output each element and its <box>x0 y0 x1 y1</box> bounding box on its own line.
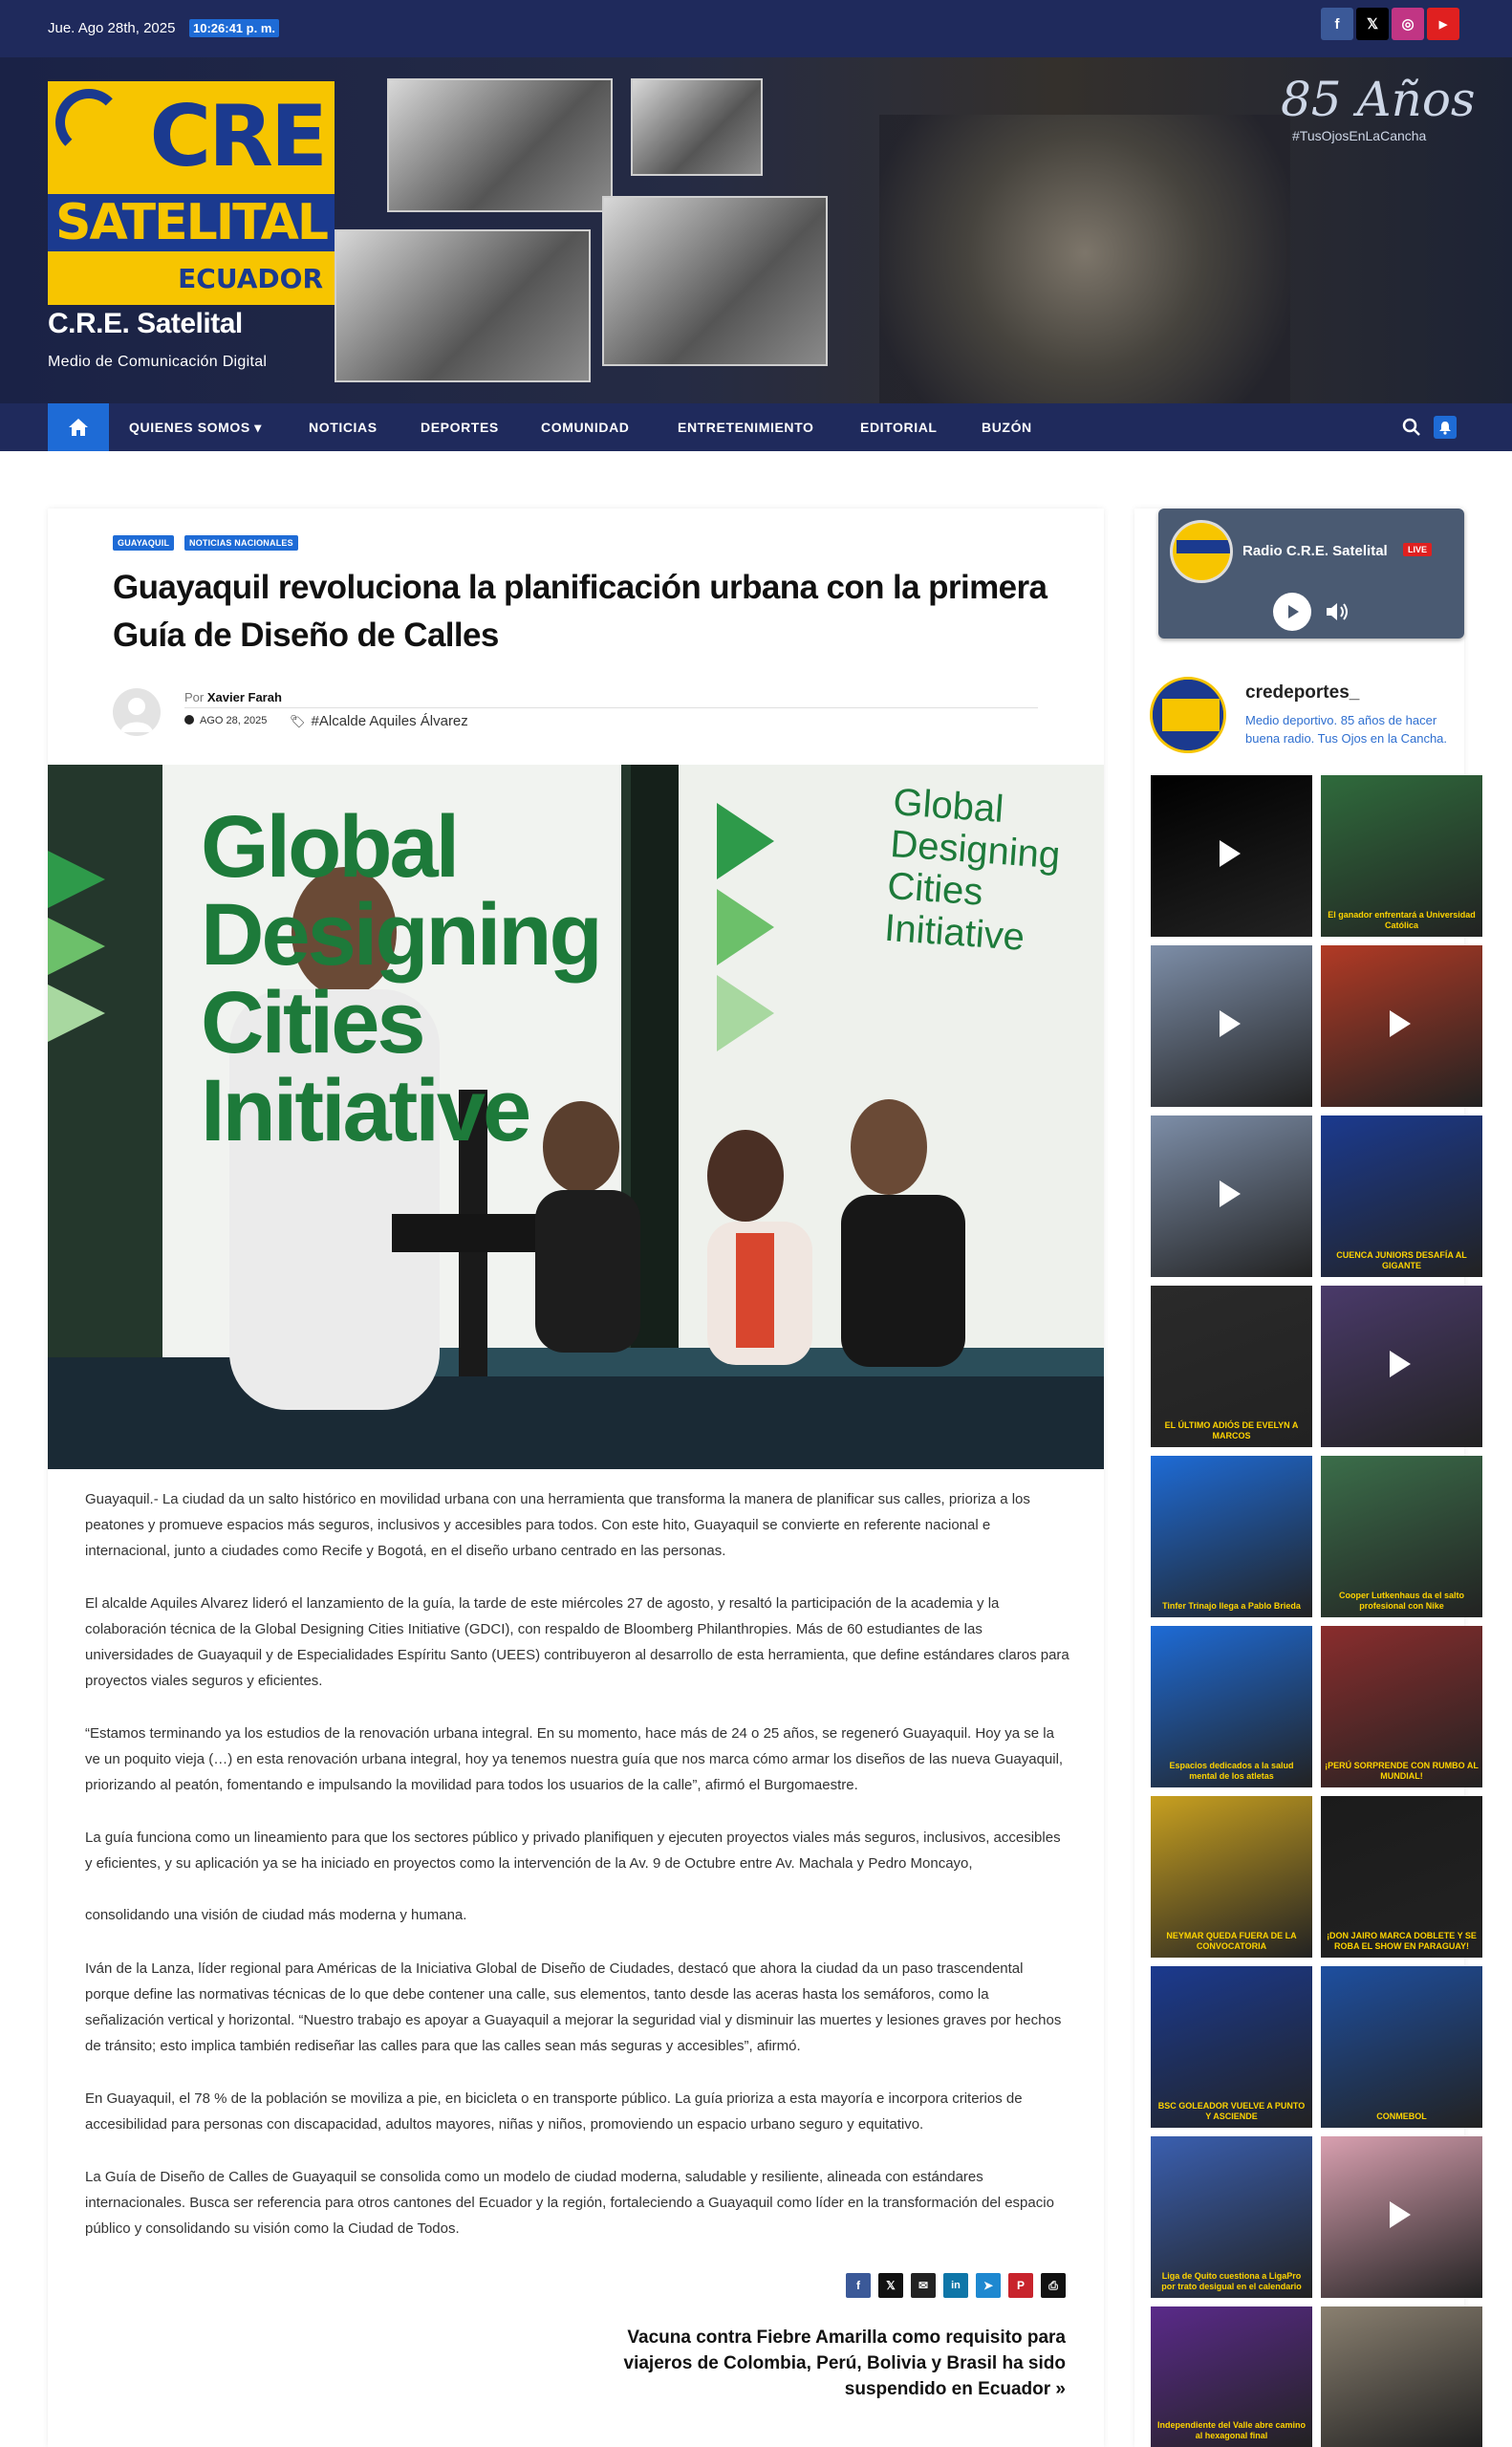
article-paragraph: Guayaquil.- La ciudad da un salto histórico en movilidad urbana con una herramienta que transforma la manera de planificar sus calles, prioriza a los peatones y promueve espacios más seguros, inclusivos y accesibles para todos. Con este hito, Guayaquil se convierte en referente nacional e internacional, junto a ciudades como Recife y Bogotá, en el diseño urbano centrado en las personas. <box>85 1491 1030 1559</box>
notification-bell-icon[interactable] <box>1434 416 1457 439</box>
author-name[interactable]: Xavier Farah <box>206 690 282 704</box>
instagram-post-tile[interactable] <box>1321 1286 1482 1447</box>
facebook-share-icon[interactable]: f <box>846 2273 871 2298</box>
instagram-post-tile[interactable] <box>1321 775 1482 937</box>
instagram-post-tile[interactable] <box>1151 1966 1312 2128</box>
instagram-post-tile[interactable] <box>1151 775 1312 937</box>
article-hero-image <box>48 765 1104 1469</box>
instagram-post-caption: ¡PERÚ SORPRENDE CON RUMBO AL MUNDIAL! <box>1325 1761 1479 1781</box>
nav-entretenimiento[interactable]: ENTRETENIMIENTO <box>678 420 814 435</box>
next-post-link[interactable]: Vacuna contra Fiebre Amarilla como requisito para viajeros de Colombia, Perú, Bolivia y Brasil ha sido suspendido en Ecuador » <box>623 2328 1066 2399</box>
byline <box>184 690 282 704</box>
instagram-post-caption: Liga de Quito cuestiona a LigaPro por trato desigual en el calendario <box>1161 2271 1302 2291</box>
clock-icon <box>184 715 194 725</box>
article-paragraph: Iván de la Lanza, líder regional para Américas de la Iniciativa Global de Diseño de Ciudades, destacó que ahora la ciudad da un paso trascendental porque define las normativas técnicas de lo que debe contener una calle, sus elementos, tanto desde las aceras hasta los semáforos, como la señalización vertical y horizontal. “Nuestro trabajo es apoyar a Guayaquil a mejorar la seguridad vial y disminuir las muertes y lesiones graves por hechos de tránsito; esto implica también rediseñar las calles para que las calles sean más seguras y accesibles”, afirmó. <box>85 1960 1062 2054</box>
instagram-post-tile[interactable] <box>1151 1456 1312 1617</box>
instagram-post-caption: EL ÚLTIMO ADIÓS DE EVELYN A MARCOS <box>1164 1420 1299 1440</box>
instagram-post-caption: Tinfer Trinajo llega a Pablo Brieda <box>1162 1601 1301 1611</box>
instagram-post-caption: CONMEBOL <box>1376 2111 1427 2121</box>
nav-buzon[interactable]: BUZÓN <box>982 420 1032 435</box>
play-button[interactable] <box>1273 593 1311 631</box>
telegram-share-icon[interactable]: ➤ <box>976 2273 1001 2298</box>
live-badge: LIVE <box>1403 543 1432 556</box>
pinterest-share-icon[interactable]: P <box>1008 2273 1033 2298</box>
instagram-profile-bio: Medio deportivo. 85 años de hacer buena radio. Tus Ojos en la Cancha. <box>1245 713 1448 746</box>
anniversary-hashtag: #TusOjosEnLaCancha <box>1292 128 1427 143</box>
logo-text-cre: CRE <box>48 81 335 191</box>
instagram-post-tile[interactable] <box>1321 2306 1482 2447</box>
article-tag-link[interactable]: #Alcalde Aquiles Álvarez <box>311 713 468 729</box>
video-play-icon <box>1220 1180 1241 1207</box>
instagram-post-tile[interactable] <box>1151 1626 1312 1787</box>
instagram-post-tile[interactable] <box>1321 1115 1482 1277</box>
author-avatar[interactable] <box>113 688 161 736</box>
instagram-post-tile[interactable] <box>1151 2136 1312 2298</box>
youtube-icon[interactable]: ▶ <box>1427 8 1459 40</box>
category-badge-guayaquil[interactable]: GUAYAQUIL <box>113 535 174 551</box>
site-title[interactable]: C.R.E. Satelital <box>48 308 243 339</box>
tag-icon: 🏷 <box>290 714 306 728</box>
nav-editorial[interactable]: EDITORIAL <box>860 420 938 435</box>
nav-quienes-somos[interactable]: QUIENES SOMOS ▾ <box>129 420 262 435</box>
site-tagline: Medio de Comunicación Digital <box>48 354 268 370</box>
instagram-profile-name[interactable]: credeportes_ <box>1245 682 1360 703</box>
site-logo[interactable] <box>48 81 335 305</box>
instagram-post-caption: El ganador enfrentará a Universidad Católica <box>1328 910 1476 930</box>
main-nav <box>0 403 1512 451</box>
nav-deportes[interactable]: DEPORTES <box>421 420 499 435</box>
article-paragraph: La Guía de Diseño de Calles de Guayaquil se consolida como un modelo de ciudad moderna, saludable y resiliente, alineada con estándares internacionales. Busca ser referencia para otros cantones del Ecuador y la región, fortaleciendo a Guayaquil como líder en la transformación del espacio público y consolidando su visión como la Ciudad de Todos. <box>85 2169 1054 2237</box>
facebook-icon[interactable]: f <box>1321 8 1353 40</box>
article-tags <box>290 713 468 729</box>
article-title: Guayaquil revoluciona la planificación urbana con la primera Guía de Diseño de Calles <box>113 569 1048 654</box>
radio-station-name: Radio C.R.E. Satelital <box>1242 543 1388 559</box>
header-photo-4 <box>602 196 828 366</box>
instagram-post-tile[interactable] <box>1151 2306 1312 2447</box>
instagram-post-caption: NEYMAR QUEDA FUERA DE LA CONVOCATORIA <box>1166 1931 1297 1951</box>
video-play-icon <box>1220 840 1241 867</box>
header-photo-3 <box>335 229 591 382</box>
logo-text-satelital: SATELITAL <box>48 194 335 251</box>
article-paragraph: La guía funciona como un lineamiento para que los sectores público y privado planifiquen y ejecuten proyectos viales más seguros, inclusivos, accesibles y eficientes, y su aplicación ya se ha iniciado en proyectos como la intervención de la Av. 9 de Octubre entre Av. Machala y Pedro Moncayo, <box>85 1830 1061 1872</box>
play-icon <box>1283 602 1302 621</box>
volume-icon[interactable] <box>1325 600 1350 623</box>
satellite-dish-icon <box>55 89 122 156</box>
article-paragraph: “Estamos terminando ya los estudios de la renovación urbana integral. En su momento, hace más de 24 o 25 años, se regeneró Guayaquil. Hoy ya se la ve un poquito vieja (…) en esta renovación urbana integral, hoy ya tenemos nuestra guía que nos marca cómo armar los diseños de las nueva Guayaquil, priorizando al peatón, fomentando e impulsando la movilidad para todos los usuarios de la calle”, afirmó el Burgomaestre. <box>85 1725 1064 1793</box>
article-date-text: AGO 28, 2025 <box>200 715 268 726</box>
anniversary-badge: 85 Años <box>1281 72 1476 127</box>
radio-logo <box>1170 520 1233 583</box>
video-play-icon <box>1220 1010 1241 1037</box>
instagram-post-tile[interactable] <box>1151 1115 1312 1277</box>
search-icon[interactable] <box>1401 417 1422 438</box>
instagram-post-tile[interactable] <box>1321 1626 1482 1787</box>
article-paragraph: consolidando una visión de ciudad más moderna y humana. <box>85 1907 467 1923</box>
print-share-icon[interactable]: ⎙ <box>1041 2273 1066 2298</box>
category-badge-noticias-nacionales[interactable]: NOTICIAS NACIONALES <box>184 535 298 551</box>
instagram-post-tile[interactable] <box>1151 945 1312 1107</box>
instagram-post-tile[interactable] <box>1321 1796 1482 1958</box>
logo-text-ecuador: ECUADOR <box>178 263 323 294</box>
article-date <box>184 715 267 726</box>
article-paragraph: El alcalde Aquiles Alvarez lideró el lanzamiento de la guía, la tarde de este miércoles 27 de agosto, y resaltó la participación de la academia y la colaboración técnica de la Global Designing Cities Initiative (GDCI), con respaldo de Bloomberg Philanthropies. Más de 60 estudiantes de las universidades de Guayaquil y de Especialidades Espíritu Santo (UEES) contribuyeron al desarrollo de esta herramienta, que define estándares claros para proyectos viales seguros y eficientes. <box>85 1595 1069 1689</box>
instagram-post-caption: ¡DON JAIRO MARCA DOBLETE Y SE ROBA EL SHOW EN PARAGUAY! <box>1327 1931 1477 1951</box>
home-button[interactable] <box>48 403 109 451</box>
nav-noticias[interactable]: NOTICIAS <box>309 420 378 435</box>
instagram-post-tile[interactable] <box>1151 1286 1312 1447</box>
byline-divider <box>184 707 1038 708</box>
instagram-post-caption: BSC GOLEADOR VUELVE A PUNTO Y ASCIENDE <box>1157 2101 1306 2121</box>
nav-comunidad[interactable]: COMUNIDAD <box>541 420 630 435</box>
header-photo-1 <box>387 78 613 212</box>
instagram-post-tile[interactable] <box>1151 1796 1312 1958</box>
instagram-post-caption: Cooper Lutkenhaus da el salto profesional con Nike <box>1338 1591 1465 1611</box>
instagram-icon[interactable]: ◎ <box>1392 8 1424 40</box>
linkedin-share-icon[interactable]: in <box>943 2273 968 2298</box>
hero-screen-text-right: Global Designing Cities Initiative <box>882 781 1062 959</box>
current-time: 10:26:41 p. m. <box>189 19 279 37</box>
instagram-post-tile[interactable] <box>1321 1456 1482 1617</box>
article-paragraph: En Guayaquil, el 78 % de la población se moviliza a pie, en bicicleta o en transporte público. La guía prioriza a esta mayoría e incorpora criterios de accesibilidad para personas con discapacidad, adultos mayores, niñas y niños, promoviendo un espacio urbano seguro y equitativo. <box>85 2090 1023 2133</box>
microphone-image <box>879 115 1290 403</box>
byline-prefix: Por <box>184 690 205 704</box>
instagram-post-caption: Espacios dedicados a la salud mental de los atletas <box>1169 1761 1294 1781</box>
x-icon[interactable]: 𝕏 <box>1356 8 1389 40</box>
x-share-icon[interactable]: 𝕏 <box>878 2273 903 2298</box>
instagram-post-tile[interactable] <box>1321 945 1482 1107</box>
video-play-icon <box>1390 1351 1411 1377</box>
current-date: Jue. Ago 28th, 2025 <box>48 20 176 36</box>
video-play-icon <box>1390 2201 1411 2228</box>
home-icon <box>68 418 89 437</box>
top-bar <box>0 0 1512 57</box>
email-share-icon[interactable]: ✉ <box>911 2273 936 2298</box>
instagram-post-caption: CUENCA JUNIORS DESAFÍA AL GIGANTE <box>1336 1250 1467 1270</box>
instagram-post-tile[interactable] <box>1321 1966 1482 2128</box>
video-play-icon <box>1390 1010 1411 1037</box>
instagram-post-caption: Independiente del Valle abre camino al hexagonal final <box>1156 2420 1307 2440</box>
instagram-post-tile[interactable] <box>1321 2136 1482 2298</box>
instagram-profile-avatar[interactable] <box>1150 677 1226 753</box>
hero-screen-text-left: Global Designing Cities Initiative <box>201 798 600 1159</box>
header-photo-2 <box>631 78 763 176</box>
